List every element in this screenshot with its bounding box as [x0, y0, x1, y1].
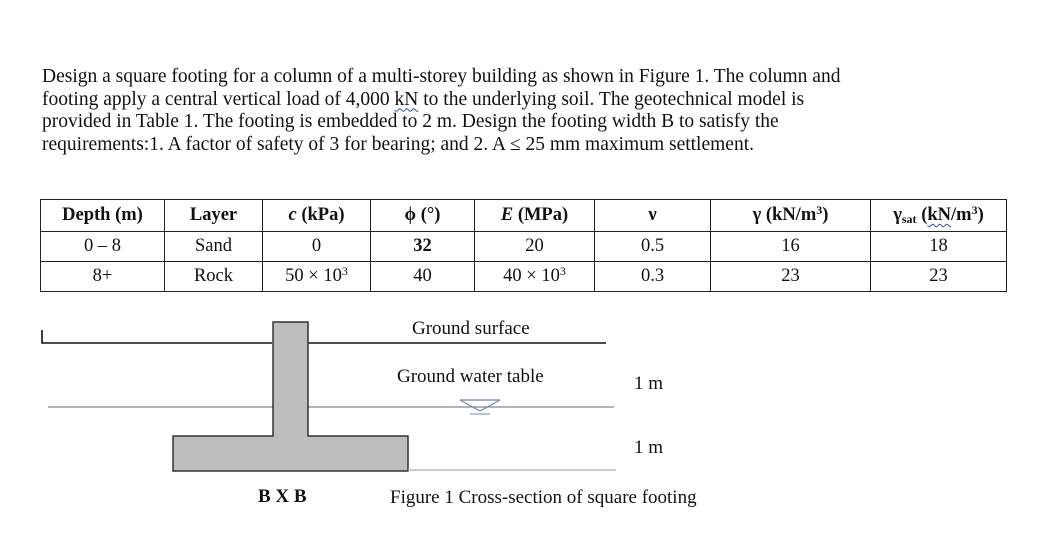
cell-unit-weight: 23 [711, 262, 871, 292]
cell-sat-unit-weight: 18 [871, 232, 1007, 262]
header-depth: Depth (m) [41, 200, 165, 232]
problem-line-2-end: to the underlying soil. The geotechnical model is [418, 88, 805, 110]
header-layer: Layer [165, 200, 263, 232]
header-poisson: ν [595, 200, 711, 232]
dimension-upper-label: 1 m [634, 373, 664, 394]
water-table-label: Ground water table [397, 366, 544, 387]
figure-caption: Figure 1 Cross-section of square footing [390, 487, 697, 508]
header-sat-unit-weight: $\gamma_{sat}$ $(kN/m^3)$ [871, 200, 1007, 232]
cell-friction-angle: 40 [371, 262, 475, 292]
problem-line-2-start: footing apply a central vertical load of 4,000 [42, 88, 395, 110]
cell-depth: 0 – 8 [41, 232, 165, 262]
cell-sat-unit-weight: 23 [871, 262, 1007, 292]
cell-layer: Sand [165, 232, 263, 262]
cell-depth: 8+ [41, 262, 165, 292]
header-unit-weight: γ $(kN/m^3)$ [711, 200, 871, 232]
header-modulus: E (MPa) [475, 200, 595, 232]
unit-kn: kN [394, 88, 419, 110]
header-friction-angle: ϕ (°) [371, 200, 475, 232]
cell-friction-angle: 32 [371, 232, 475, 262]
cell-modulus: 20 [475, 232, 595, 262]
cell-poisson: 0.5 [595, 232, 711, 262]
cell-poisson: 0.3 [595, 262, 711, 292]
problem-line-4: requirements:1. A factor of safety of 3 for bearing; and 2. A ≤ 25 mm maximum settlement. [42, 133, 754, 155]
problem-line-3: provided in Table 1. The footing is embedded to 2 m. Design the footing width B to satisfy the [42, 111, 779, 132]
footing-shape [173, 322, 408, 471]
cell-layer: Rock [165, 262, 263, 292]
cell-cohesion: $50 \times 10^3$ [263, 262, 371, 292]
dimension-lower-label: 1 m [634, 437, 664, 458]
cell-unit-weight: 16 [711, 232, 871, 262]
header-cohesion: c (kPa) [263, 200, 371, 232]
footing-size-label: B X B [258, 486, 307, 507]
cell-modulus: $40 \times 10^3$ [475, 262, 595, 292]
problem-line-1: Design a square footing for a column of a multi-storey building as shown in Figure 1. The column and [42, 66, 841, 87]
water-table-symbol [460, 400, 500, 411]
cell-cohesion: 0 [263, 232, 371, 262]
ground-surface-label: Ground surface [412, 318, 530, 339]
